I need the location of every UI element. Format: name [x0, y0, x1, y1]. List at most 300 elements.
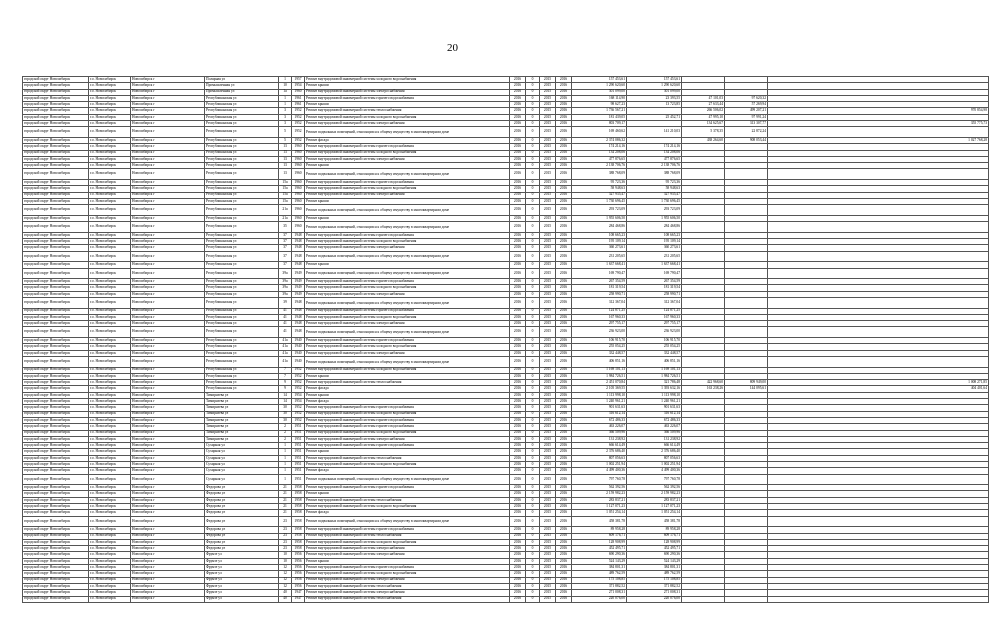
table-cell: 458 381,78 — [572, 516, 627, 527]
table-cell: 7 — [279, 373, 292, 379]
table-cell: Новосибирск г — [131, 186, 205, 192]
table-cell: городской округ Новосибирск — [23, 392, 89, 398]
table-cell: Ремонт внутридомовой инженерной системы горячего водоснабжения — [305, 279, 510, 285]
table-cell: г.о. Новосибирск — [89, 137, 131, 143]
table-cell: 2016 — [510, 245, 526, 251]
table-cell: 2015 — [540, 558, 556, 564]
table-cell: Республиканская ул — [205, 350, 279, 356]
table-cell: Ремонт внутридомовой инженерной системы теплоснабжения — [305, 533, 510, 539]
table-cell: 1948 — [292, 314, 305, 320]
table-cell: Ремонт фасада — [305, 137, 510, 143]
table-cell: 21 — [279, 504, 292, 510]
table-cell: г.о. Новосибирск — [89, 356, 131, 367]
table-cell: 181 439,05 — [572, 114, 627, 120]
table-cell: Республиканская ул — [205, 262, 279, 268]
table-cell: 0 — [526, 399, 540, 405]
table-cell: 2016 — [510, 552, 526, 558]
table-cell: 1960 — [292, 215, 305, 221]
table-cell: Сухарная ул — [205, 462, 279, 468]
table-cell: Ремонт внутридомовой инженерной системы электроснабжения — [305, 156, 510, 162]
table-cell: 2016 — [556, 504, 572, 510]
table-cell: 0 — [526, 380, 540, 386]
table-cell: Тимирязева ул — [205, 411, 279, 417]
table-cell: городской округ Новосибирск — [23, 424, 89, 430]
table-cell: 255 054,25 — [627, 344, 682, 350]
table-cell: 1956 — [292, 558, 305, 564]
table-cell: городской округ Новосибирск — [23, 405, 89, 411]
table-cell: Новосибирск г — [131, 527, 205, 533]
table-cell: 1 127 071,23 — [572, 504, 627, 510]
table-cell: Республиканская ул — [205, 150, 279, 156]
table-cell: 2016 — [510, 95, 526, 101]
table-row — [23, 127, 989, 138]
table-cell: 39а — [279, 279, 292, 285]
table-cell: Новосибирск г — [131, 577, 205, 583]
table-cell: 2016 — [510, 150, 526, 156]
table-cell: 355 775,73 — [768, 121, 989, 127]
table-cell: 524 143,29 — [572, 558, 627, 564]
table-cell: Ремонт внутридомовой инженерной системы горячего водоснабжения — [305, 405, 510, 411]
table-cell: 1 008 271,85 — [768, 380, 989, 386]
table-cell: 2015 — [540, 516, 556, 527]
table-cell: г.о. Новосибирск — [89, 380, 131, 386]
table-cell: Федорова ул — [205, 546, 279, 552]
table-cell: Новосибирск г — [131, 497, 205, 503]
table-cell: 2016 — [556, 169, 572, 180]
table-cell: 0 — [526, 430, 540, 436]
table-cell: 1949 — [292, 279, 305, 285]
table-cell: г.о. Новосибирск — [89, 373, 131, 379]
table-cell: 463 226,07 — [572, 424, 627, 430]
table-cell: 41а — [279, 344, 292, 350]
table-cell: 1952 — [292, 411, 305, 417]
table-cell: 2016 — [510, 198, 526, 204]
table-cell: 2015 — [540, 279, 556, 285]
table-cell: городской округ Новосибирск — [23, 552, 89, 558]
table-cell: 438 264,60 — [682, 137, 725, 143]
table-cell: Новосибирск г — [131, 297, 205, 308]
table-cell: 316 612,14 — [572, 411, 627, 417]
table-cell: 1948 — [292, 239, 305, 245]
table-cell: 128 908,99 — [572, 539, 627, 545]
table-cell: Ремонт внутридомовой инженерной системы горячего водоснабжения — [305, 232, 510, 238]
table-cell: Новосибирск г — [131, 468, 205, 474]
table-cell: 1 984 726,51 — [627, 373, 682, 379]
table-cell: 1956 — [292, 583, 305, 589]
table-cell: 40 — [279, 596, 292, 602]
table-cell: 1 955 606,50 — [572, 215, 627, 221]
table-cell: 609 176,71 — [627, 533, 682, 539]
table-cell: 4 499 400,36 — [572, 468, 627, 474]
table-cell: 4 499 400,36 — [627, 468, 682, 474]
table-cell: 167 960,33 — [572, 314, 627, 320]
table-cell: 2016 — [510, 186, 526, 192]
table-cell: 41 — [279, 321, 292, 327]
table-cell: Новосибирск г — [131, 89, 205, 95]
table-cell: 1а — [279, 89, 292, 95]
table-cell: 2015 — [540, 504, 556, 510]
table-cell: 5 — [279, 127, 292, 138]
table-cell: 2016 — [510, 392, 526, 398]
table-cell: 40 — [279, 590, 292, 596]
table-cell: городской округ Новосибирск — [23, 192, 89, 198]
table-cell: Ремонт внутридомовой инженерной системы горячего водоснабжения — [305, 180, 510, 186]
table-cell: 267 354,59 — [572, 279, 627, 285]
table-cell — [768, 169, 989, 180]
table-cell: городской округ Новосибирск — [23, 417, 89, 423]
table-cell — [768, 327, 989, 338]
table-cell: г.о. Новосибирск — [89, 327, 131, 338]
table-cell: 2016 — [510, 411, 526, 417]
table-cell: Ремонт крыши — [305, 163, 510, 169]
table-cell: Промышленная ул — [205, 89, 279, 95]
table-cell: 803 709,17 — [572, 121, 627, 127]
table-cell: Новосибирск г — [131, 327, 205, 338]
table-cell: г.о. Новосибирск — [89, 89, 131, 95]
table-cell: 2015 — [540, 411, 556, 417]
table-cell: 2016 — [510, 205, 526, 216]
table-cell: 2015 — [540, 424, 556, 430]
table-cell: 2016 — [556, 137, 572, 143]
table-cell: городской округ Новосибирск — [23, 297, 89, 308]
table-cell: 30 — [279, 411, 292, 417]
table-cell: 1958 — [292, 539, 305, 545]
table-cell: 15а — [279, 186, 292, 192]
table-cell: 1 637 668,41 — [627, 262, 682, 268]
table-cell: Ремонт фасада — [305, 510, 510, 516]
table-cell: 1956 — [292, 552, 305, 558]
table-cell: 0 — [526, 474, 540, 485]
table-cell: г.о. Новосибирск — [89, 127, 131, 138]
table-cell: 1947 — [292, 590, 305, 596]
table-cell: 1958 — [292, 546, 305, 552]
table-cell: Новосибирск г — [131, 411, 205, 417]
table-cell: 2015 — [540, 89, 556, 95]
table-cell: 2016 — [510, 144, 526, 150]
table-row — [23, 169, 989, 180]
table-cell: Новосибирск г — [131, 308, 205, 314]
table-cell: 283 837,21 — [627, 497, 682, 503]
table-cell: г.о. Новосибирск — [89, 504, 131, 510]
table-cell: Ремонт внутридомовой инженерной системы электроснабжения — [305, 552, 510, 558]
table-cell: 406 851,16 — [572, 356, 627, 367]
table-cell: Республиканская ул — [205, 327, 279, 338]
table-cell: Новосибирск г — [131, 392, 205, 398]
table-cell: Ремонт внутридомовой инженерной системы холодного водоснабжения — [305, 367, 510, 373]
table-cell — [682, 474, 725, 485]
table-cell: Ремонт внутридомовой инженерной системы холодного водоснабжения — [305, 411, 510, 417]
table-cell: 2015 — [540, 150, 556, 156]
table-cell: Новосибирск г — [131, 114, 205, 120]
table-cell: 2015 — [540, 314, 556, 320]
table-cell: 2015 — [540, 77, 556, 83]
table-cell: г.о. Новосибирск — [89, 205, 131, 216]
table-cell: Ремонт внутридомовой инженерной системы холодного водоснабжения — [305, 314, 510, 320]
table-cell: г.о. Новосибирск — [89, 411, 131, 417]
table-cell: 2015 — [540, 156, 556, 162]
table-cell: 2016 — [556, 527, 572, 533]
table-cell: городской округ Новосибирск — [23, 491, 89, 497]
table-cell — [682, 297, 725, 308]
table-cell: Тимирязева ул — [205, 417, 279, 423]
table-cell — [725, 222, 768, 233]
table-cell: городской округ Новосибирск — [23, 102, 89, 108]
table-cell: Ремонт внутридомовой инженерной системы теплоснабжения — [305, 380, 510, 386]
table-cell: Республиканская ул — [205, 137, 279, 143]
table-cell: 2016 — [510, 314, 526, 320]
table-cell: 2016 — [556, 571, 572, 577]
table-cell: Новосибирск г — [131, 430, 205, 436]
table-cell: городской округ Новосибирск — [23, 436, 89, 442]
table-cell: 1940 — [292, 338, 305, 344]
table-cell: Новосибирск г — [131, 108, 205, 114]
table-cell: 1948 — [292, 321, 305, 327]
table-cell: 312 367,04 — [572, 297, 627, 308]
table-cell: Республиканская ул — [205, 291, 279, 297]
table-cell: 2016 — [510, 222, 526, 233]
table-cell: 174 214,16 — [627, 144, 682, 150]
table-cell: 21а — [279, 205, 292, 216]
table-cell: 1 — [279, 468, 292, 474]
table-cell — [725, 251, 768, 262]
table-cell: Новосибирск г — [131, 462, 205, 468]
table-cell: Ремонт крыши — [305, 373, 510, 379]
table-cell: 2016 — [556, 114, 572, 120]
table-cell: Ремонт внутридомовой инженерной системы горячего водоснабжения — [305, 95, 510, 101]
table-cell: Новосибирск г — [131, 192, 205, 198]
table-cell: Ремонт внутридомовой инженерной системы горячего водоснабжения — [305, 144, 510, 150]
table-cell: 1958 — [292, 533, 305, 539]
table-cell: 0 — [526, 462, 540, 468]
table-cell: г.о. Новосибирск — [89, 215, 131, 221]
table-cell: 2016 — [510, 163, 526, 169]
table-cell: 1960 — [292, 169, 305, 180]
table-cell: Ремонт внутридомовой инженерной системы холодного водоснабжения — [305, 77, 510, 83]
table-cell: г.о. Новосибирск — [89, 367, 131, 373]
table-cell: 2015 — [540, 380, 556, 386]
table-cell: городской округ Новосибирск — [23, 127, 89, 138]
table-cell: г.о. Новосибирск — [89, 424, 131, 430]
table-cell: 175 108,85 — [572, 577, 627, 583]
table-cell: 12 — [279, 571, 292, 577]
table-cell: 0 — [526, 516, 540, 527]
table-cell: 157 453,61 — [572, 77, 627, 83]
table-cell: 2016 — [510, 308, 526, 314]
table-cell: Ремонт внутридомовой инженерной системы горячего водоснабжения — [305, 527, 510, 533]
table-cell: городской округ Новосибирск — [23, 205, 89, 216]
table-cell: Ремонт подвальных помещений, относящихся к общему имуществу в многоквартирном доме — [305, 516, 510, 527]
table-cell: 39а — [279, 268, 292, 279]
table-cell: Ремонт внутридомовой инженерной системы электроснабжения — [305, 192, 510, 198]
table-cell: 1952 — [292, 373, 305, 379]
table-cell: 0 — [526, 373, 540, 379]
table-cell: 1951 — [292, 424, 305, 430]
table-cell: 2016 — [556, 539, 572, 545]
table-cell: 1 — [279, 102, 292, 108]
table-cell: 271 008,31 — [572, 590, 627, 596]
table-cell: 21 — [279, 497, 292, 503]
table-cell: Новосибирск г — [131, 367, 205, 373]
table-cell: 0 — [526, 215, 540, 221]
table-cell: 0 — [526, 449, 540, 455]
table-cell: 0 — [526, 491, 540, 497]
table-cell: Республиканская ул — [205, 198, 279, 204]
table-cell: 0 — [526, 504, 540, 510]
table-cell: 2016 — [510, 533, 526, 539]
table-cell: г.о. Новосибирск — [89, 583, 131, 589]
table-cell: 477 876,65 — [627, 156, 682, 162]
table-cell: Ремонт внутридомовой инженерной системы холодного водоснабжения — [305, 114, 510, 120]
table-cell: г.о. Новосибирск — [89, 251, 131, 262]
table-cell: Ремонт крыши — [305, 215, 510, 221]
table-cell: 231 205,65 — [572, 251, 627, 262]
table-cell: 25 452,71 — [627, 114, 682, 120]
table-cell: 0 — [526, 108, 540, 114]
table-cell — [725, 268, 768, 279]
table-cell: 0 — [526, 232, 540, 238]
table-cell: 0 — [526, 89, 540, 95]
table-cell: 2016 — [510, 83, 526, 89]
table-cell: 2016 — [556, 262, 572, 268]
table-cell: 2015 — [540, 344, 556, 350]
table-cell: городской округ Новосибирск — [23, 268, 89, 279]
table-cell: 489 762,59 — [627, 571, 682, 577]
table-cell: 1951 — [292, 430, 305, 436]
table-cell: Новосибирск г — [131, 77, 205, 83]
table-cell: 1 290 620,60 — [627, 83, 682, 89]
table-cell: Ремонт внутридомовой инженерной системы горячего водоснабжения — [305, 565, 510, 571]
table-cell: 0 — [526, 533, 540, 539]
table-cell: 3 — [279, 108, 292, 114]
table-cell: 2015 — [540, 462, 556, 468]
table-cell: Новосибирск г — [131, 121, 205, 127]
table-row — [23, 297, 989, 308]
table-cell: Ремонт подвальных помещений, относящихся к общему имуществу в многоквартирном доме — [305, 169, 510, 180]
table-cell: Новосибирск г — [131, 245, 205, 251]
table-cell: 1958 — [292, 497, 305, 503]
table-cell: 2015 — [540, 497, 556, 503]
table-cell: 2016 — [556, 321, 572, 327]
table-body — [23, 77, 989, 603]
table-cell: Новосибирск г — [131, 268, 205, 279]
table-cell: 37 — [279, 245, 292, 251]
table-cell: городской округ Новосибирск — [23, 215, 89, 221]
table-cell: г.о. Новосибирск — [89, 262, 131, 268]
table-cell: 1960 — [292, 163, 305, 169]
table-cell: Республиканская ул — [205, 245, 279, 251]
table-cell: 0 — [526, 596, 540, 602]
table-cell: Ремонт внутридомовой инженерной системы холодного водоснабжения — [305, 430, 510, 436]
table-cell: Сухарная ул — [205, 474, 279, 485]
table-cell: Новосибирск г — [131, 251, 205, 262]
table-cell: 327 935,47 — [627, 192, 682, 198]
table-cell: Новосибирск г — [131, 436, 205, 442]
table-cell: 2016 — [556, 392, 572, 398]
table-cell: 2015 — [540, 321, 556, 327]
table-cell: 0 — [526, 156, 540, 162]
table-cell: 2016 — [556, 356, 572, 367]
table-cell: 1 169 101,13 — [572, 367, 627, 373]
table-cell: 0 — [526, 558, 540, 564]
table-cell: 2016 — [510, 344, 526, 350]
table-cell: г.о. Новосибирск — [89, 491, 131, 497]
table-row — [23, 205, 989, 216]
table-cell: 14 — [279, 399, 292, 405]
table-cell: 2015 — [540, 245, 556, 251]
table-cell: 2016 — [556, 533, 572, 539]
table-cell: г.о. Новосибирск — [89, 232, 131, 238]
table-cell: 1949 — [292, 268, 305, 279]
table-cell: 23 393,55 — [627, 95, 682, 101]
table-cell: 2016 — [510, 373, 526, 379]
table-cell: 2015 — [540, 539, 556, 545]
table-cell: 2015 — [540, 137, 556, 143]
table-cell: 327 935,47 — [572, 192, 627, 198]
table-cell: 371 882,52 — [627, 583, 682, 589]
table-cell: 406 851,16 — [627, 356, 682, 367]
table-cell: городской округ Новосибирск — [23, 279, 89, 285]
table-cell: 131 238,92 — [627, 436, 682, 442]
table-cell: 2015 — [540, 215, 556, 221]
table-cell: Федорова ул — [205, 491, 279, 497]
table-cell: 0 — [526, 180, 540, 186]
table-cell: 2015 — [540, 186, 556, 192]
table-cell: Тимирязева ул — [205, 399, 279, 405]
table-cell: Новосибирск г — [131, 285, 205, 291]
table-cell: 0 — [526, 327, 540, 338]
table-cell: 2015 — [540, 114, 556, 120]
table-cell: 9 — [279, 386, 292, 392]
table-cell: 2016 — [556, 485, 572, 491]
table-cell: 2015 — [540, 552, 556, 558]
table-cell: 2016 — [510, 350, 526, 356]
table-cell: 2016 — [556, 577, 572, 583]
table-cell: 2015 — [540, 297, 556, 308]
table-cell: 2016 — [510, 262, 526, 268]
table-cell: Федорова ул — [205, 485, 279, 491]
table-cell: 2 374 086,32 — [572, 137, 627, 143]
table-cell: городской округ Новосибирск — [23, 156, 89, 162]
table-cell: 2016 — [556, 150, 572, 156]
table-cell: городской округ Новосибирск — [23, 350, 89, 356]
table-cell: г.о. Новосибирск — [89, 95, 131, 101]
table-cell: г.о. Новосибирск — [89, 114, 131, 120]
table-cell: 27 633,44 — [682, 102, 725, 108]
table-cell: 2015 — [540, 455, 556, 461]
table-cell: 2016 — [556, 546, 572, 552]
table-cell: 0 — [526, 436, 540, 442]
table-cell: г.о. Новосибирск — [89, 297, 131, 308]
table-cell: г.о. Новосибирск — [89, 163, 131, 169]
table-cell: Полярная ул — [205, 77, 279, 83]
table-row — [23, 596, 989, 602]
table-cell: 95 723,36 — [627, 180, 682, 186]
table-cell: Ремонт фасада — [305, 468, 510, 474]
table-cell: Республиканская ул — [205, 239, 279, 245]
table-cell — [725, 596, 768, 602]
table-cell: 2016 — [556, 449, 572, 455]
table-cell: 524 143,29 — [627, 558, 682, 564]
table-cell: 0 — [526, 77, 540, 83]
table-cell: г.о. Новосибирск — [89, 485, 131, 491]
table-cell: 807 056,63 — [572, 455, 627, 461]
table-cell: Новосибирск г — [131, 198, 205, 204]
table-cell: г.о. Новосибирск — [89, 558, 131, 564]
table-cell: 1954 — [292, 399, 305, 405]
table-cell: 666 614,49 — [572, 443, 627, 449]
table-cell: Республиканская ул — [205, 144, 279, 150]
table-cell: г.о. Новосибирск — [89, 510, 131, 516]
